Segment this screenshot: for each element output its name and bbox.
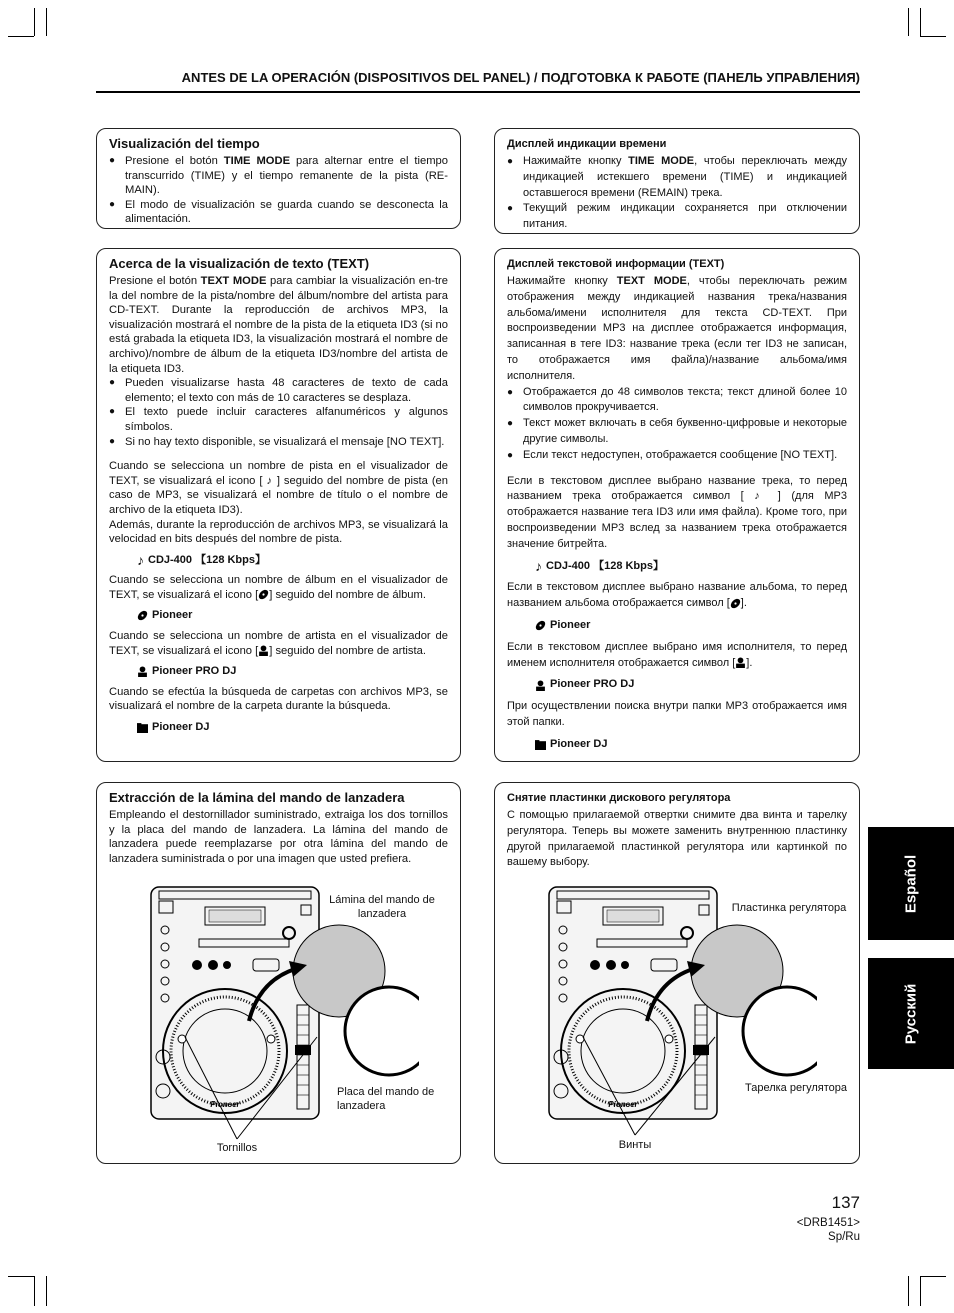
es-text-bullet-3: ● Si no hay texto disponible, se visualizará el mensaje [NO TEXT]. <box>109 435 448 450</box>
person-icon <box>258 645 269 656</box>
es-text-para-6: Cuando se efectúa la búsqueda de carpetas con archivos MP3, se visualizará el nombre de la carpeta durante la búsqueda. <box>109 685 448 713</box>
ru-text-para-3: Если в текстовом дисплее выбрано название альбома, то перед названием альбома отображается символ [ ]. <box>507 581 847 610</box>
ru-text-bullet-1: ● Отображается до 48 символов текста; текст длиной более 10 символов прокручивается. <box>507 385 847 417</box>
ru-text-title: Дисплей текстовой информации (TEXT) <box>507 258 725 270</box>
es-text-box <box>96 248 461 762</box>
ru-jog-title: Снятие пластинки дискового регулятора <box>507 792 731 804</box>
screw-leader-lines <box>579 1033 719 1141</box>
person-icon <box>137 666 148 677</box>
es-text-para-2: Cuando se selecciona un nombre de pista en el visualizador de TEXT, se visualizará el icono [ ♪ ] seguido del nombre de pista (en caso de MP3, se visualizará el nombre de título o el nombre de archivo de la etiqueta ID3). <box>109 460 448 516</box>
ru-time-box <box>494 128 860 234</box>
page-header <box>96 70 860 93</box>
ru-text-para-2: Если в текстовом дисплее выбрано название трека, то перед названием трека отображается символ [ ♪ ] (для MP3 отображается название тега ID3 или имя файла). Кроме того, при воспроизведении MP3 вслед за названием трека отображается значение битрейта. <box>507 474 847 550</box>
crop-mark <box>920 36 946 37</box>
page-number: 137 <box>831 1193 860 1212</box>
screw-leader-lines <box>181 1033 321 1145</box>
ru-time-bullet-1: ● Нажимайте кнопку TIME MODE, чтобы переключать между индикацией истекшего времени (TIME) и индикацией оставшегося времени (REMAIN) трека. <box>507 154 847 201</box>
crop-mark <box>920 1276 921 1306</box>
ru-example-2: Pioneer <box>535 618 847 634</box>
es-example-3: Pioneer PRO DJ <box>137 664 448 679</box>
ru-time-bullet-2: ● Текущий режим индикации сохраняется при отключении питания. <box>507 201 847 233</box>
ru-text-para-4: Если в текстовом дисплее выбрано имя исполнителя, то перед именем исполнителя отображается символ [ ]. <box>507 640 847 669</box>
tab-russian: Русский <box>868 958 954 1069</box>
ru-time-title: Дисплей индикации времени <box>507 138 667 150</box>
es-text-para-1: Presione el botón TEXT MODE para cambiar la visualización en-tre la del nombre de la pista/nombre del álbum/nombre del artista para CD-TEXT. Durante la reproducción de archivos MP3, la visualización mostrará el nombre de la pista de la etiqueta ID3 (si no está grabada la etiqueta ID3, la visualización mostrará el nombre de archivo)/nombre de álbum de la etiqueta ID3/nombre del artista de la etiqueta ID3. <box>109 275 448 375</box>
es-label-screws: Tornillos <box>216 1142 258 1154</box>
svg-text:Pioneer: Pioneer <box>210 1100 240 1109</box>
es-jog-title: Extracción de la lámina del mando de lanzadera <box>109 790 405 805</box>
ru-text-bullet-2: ● Текст может включать в себя буквенно-цифровые и некоторые другие символы. <box>507 416 847 448</box>
ru-label-screws: Винты <box>618 1139 652 1151</box>
disc-icon <box>535 620 546 631</box>
es-label-sheet: Lámina del mando de lanzadera <box>329 894 435 920</box>
tab-espanol: Español <box>868 827 954 940</box>
crop-mark <box>46 8 47 36</box>
folder-icon <box>535 739 546 750</box>
crop-mark <box>34 8 35 36</box>
crop-mark <box>8 1276 34 1277</box>
ru-jog-para: С помощью прилагаемой отвертки снимите два винта и тарелку регулятора. Теперь вы можете заменить внутреннюю пластинку другой прилагаемой пластинкой регулятора или картинкой по вашему выбору. <box>507 809 847 869</box>
note-icon: ♪ <box>754 490 768 503</box>
ru-text-para-1: Нажимайте кнопку TEXT MODE, чтобы переключать режим отображения между индикацией названия трека/названия альбома/имени исполнителя для текста CD-TEXT. При воспроизведении MP3 на дисплее отображается информация, записанная в теге ID3: название трека (если тег ID3 не записан, то отображается имя файла)/название альбома/имя исполнителя. <box>507 275 848 382</box>
ru-label-plate: Тарелка регулятора <box>745 1082 848 1094</box>
note-icon: ♪ <box>137 551 144 568</box>
person-icon <box>535 680 546 691</box>
ru-text-box <box>494 248 860 762</box>
es-example-4: Pioneer DJ <box>137 720 448 735</box>
es-text-title: Acerca de la visualización de texto (TEXT) <box>109 256 370 271</box>
es-example-2: Pioneer <box>137 608 448 623</box>
es-time-bullet-2: ● El modo de visualización se guarda cuando se desconecta la alimentación. <box>109 198 448 227</box>
es-time-title: Visualización del tiempo <box>109 136 260 151</box>
ru-example-3: Pioneer PRO DJ <box>535 677 847 693</box>
ru-text-para-5: При осуществлении поиска внутри папки MP3 отображается имя этой папки. <box>507 700 847 728</box>
note-icon: ♪ <box>535 557 542 574</box>
header-title-ru: ПОДГОТОВКА К РАБОТЕ (ПАНЕЛЬ УПРАВЛЕНИЯ) <box>541 70 860 85</box>
es-text-para-5: Cuando se selecciona un nombre de artista en el visualizador de TEXT, se visualizará el icono [ ] seguido del nombre de artista. <box>109 630 448 657</box>
ru-example-1: ♪ CDJ-400 【128 Kbps】 <box>535 557 664 574</box>
crop-mark <box>920 1276 946 1277</box>
disc-icon <box>258 589 269 600</box>
svg-text:Pioneer: Pioneer <box>608 1100 638 1109</box>
ru-jog-box <box>494 782 860 1164</box>
ru-label-sheet: Пластинка регулятора <box>731 902 847 914</box>
ru-example-4: Pioneer DJ <box>535 737 847 753</box>
disc-icon <box>730 598 741 609</box>
disc-icon <box>137 610 148 621</box>
es-text-bullet-1: ● Pueden visualizarse hasta 48 caracteres de texto de cada elemento; el texto con más de 10 caracteres se desplaza. <box>109 376 448 405</box>
note-icon: ♪ <box>266 474 273 487</box>
crop-mark <box>46 1276 47 1306</box>
crop-mark <box>908 8 909 36</box>
es-time-box <box>96 128 461 229</box>
es-text-bullet-2: ● El texto puede incluir caracteres alfanuméricos y algunos símbolos. <box>109 405 448 434</box>
folder-icon <box>137 722 148 733</box>
crop-mark <box>8 36 34 37</box>
person-icon <box>735 657 746 668</box>
es-text-para-4: Cuando se selecciona un nombre de álbum en el visualizador de TEXT, se visualizará el icono [ ] seguido del nombre de álbum. <box>109 574 448 601</box>
es-text-para-3: Además, durante la reproducción de archivos MP3, se visualizará la velocidad en bits después del nombre de pista. <box>109 518 448 546</box>
es-label-plate: Placa del mando de lanzadera <box>337 1086 435 1112</box>
crop-mark <box>908 1276 909 1306</box>
crop-mark <box>34 1276 35 1306</box>
es-jog-box <box>96 782 461 1164</box>
doc-code: <DRB1451> Sp/Ru <box>796 1217 860 1243</box>
es-time-bullet-1: ● Presione el botón TIME MODE para alternar entre el tiempo transcurrido (TIME) y el tiempo remanente de la pista (RE-MAIN). <box>109 154 448 198</box>
ru-text-bullet-3: ● Если текст недоступен, отображается сообщение [NO TEXT]. <box>507 448 847 464</box>
es-example-1: ♪ CDJ-400 【128 Kbps】 <box>137 551 266 568</box>
header-title-es: ANTES DE LA OPERACIÓN (DISPOSITIVOS DEL PANEL) / <box>181 70 542 85</box>
crop-mark <box>920 8 921 36</box>
es-jog-para: Empleando el destornillador suministrado, extraiga los dos tornillos y la placa del mando de lanzadera. La lámina del mando de lanzadera puede reemplazarse por otra lámina del mando de lanzadera suministrada o por una imagen que usted prefiera. <box>109 809 448 865</box>
